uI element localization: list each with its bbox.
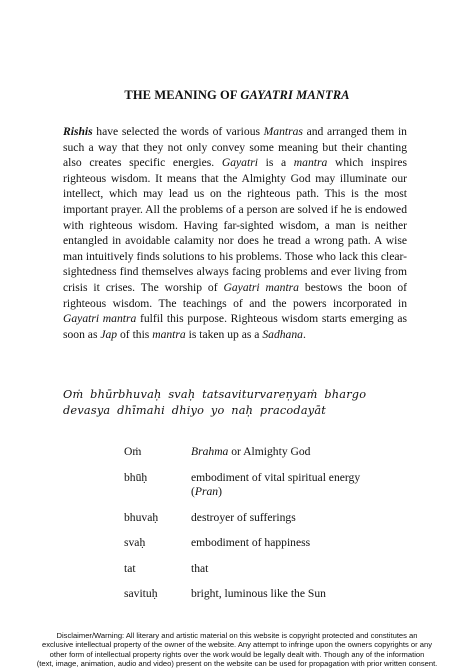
gloss-row-svah bbox=[124, 536, 424, 551]
emphasis-run: Jap bbox=[100, 327, 118, 341]
gloss-row-bhuh bbox=[124, 471, 424, 500]
text-run: and arranged them in such a way that they not only convey some meaning but their chanting also creates specific energies. bbox=[63, 125, 407, 170]
gloss-meaning: embodiment of vital spiritual energy (Pran) bbox=[191, 470, 361, 498]
text-run: bestows the boon of righteous wisdom. The teachings of and the powers incorporated in bbox=[63, 280, 407, 310]
gloss-row-tat bbox=[124, 562, 424, 577]
text-run: have selected the words of various bbox=[92, 125, 264, 138]
gloss-meaning: destroyer of sufferings bbox=[191, 510, 296, 524]
emphasis-run: Brahma bbox=[191, 445, 229, 458]
gloss-term: tat bbox=[124, 561, 136, 575]
disclaimer-line: other form of intellectual property rights over the work would be legally dealt with. Though any of the information bbox=[49, 649, 425, 659]
mantra-verse bbox=[63, 387, 407, 418]
paragraph-text bbox=[63, 124, 407, 342]
gloss-row-savituh bbox=[124, 587, 424, 602]
title-prefix: THE MEANING OF bbox=[124, 88, 241, 102]
body-paragraph bbox=[63, 124, 407, 342]
emphasis-run: Mantras bbox=[263, 125, 303, 138]
emphasis-run: Gayatri mantra bbox=[223, 280, 299, 294]
text-run: is a bbox=[257, 156, 294, 170]
text-run: of this bbox=[117, 327, 153, 341]
text-run: fulfil this purpose. Righteous wisdom starts emerging as soon as bbox=[63, 312, 407, 341]
text-run: which inspires righteous wisdom. It means that the Almighty God may illuminate our intellect, which may lead us on the righteous path. This is the most important prayer. All the problems of a person are solved if he is endowed with righteous wisdom. Having far-sighted wisdom, a man is neither entangled in avoidable calamity nor does he tread a wrong path. A wise man intuitively finds solutions to his problems. Those who lack this clear-sightedness find themselves always facing problems and ever living from crisis it crises. The worship of bbox=[63, 156, 408, 294]
gloss-meaning: bright, luminous like the Sun bbox=[191, 587, 326, 600]
gloss-row-bhuvah bbox=[124, 511, 424, 526]
gloss-meaning: embodiment of happiness bbox=[191, 536, 311, 549]
gloss-term: savituḥ bbox=[124, 587, 158, 600]
gloss-term: Oṁ bbox=[124, 445, 142, 458]
emphasis-run: Sadhana bbox=[262, 327, 303, 341]
gloss-meaning: that bbox=[191, 561, 209, 575]
text-run: is taken up as a bbox=[185, 327, 263, 341]
title-emphasis: GAYATRI MANTRA bbox=[240, 88, 350, 102]
page-title bbox=[0, 88, 474, 103]
text-run: embodiment of vital spiritual energy bbox=[191, 470, 361, 484]
mantra-line-2: devasya dhīmahi dhiyo yo naḥ pracodayāt bbox=[63, 403, 327, 417]
mantra-line-1: Oṁ bhūrbhuvaḥ svaḥ tatsaviturvareṇyaṁ bhargo bbox=[63, 388, 367, 401]
emphasis-run: Gayatri mantra bbox=[63, 312, 137, 326]
gloss-row-om bbox=[124, 445, 424, 460]
emphasis-run: Pran bbox=[194, 485, 219, 498]
copyright-disclaimer bbox=[0, 631, 474, 668]
word-meaning-list bbox=[124, 445, 424, 602]
disclaimer-line: exclusive intellectual property of the owner of the website. Any attempt to infringe upon the owners copyrights or any bbox=[41, 640, 433, 650]
rishis-term: Rishis bbox=[63, 125, 93, 138]
emphasis-run: mantra bbox=[293, 156, 328, 170]
emphasis-run: Gayatri bbox=[221, 156, 258, 170]
disclaimer-line: (text, image, animation, audio and video) present on the website can be used for propagation with prior written consent. bbox=[36, 658, 438, 668]
gloss-term: svaḥ bbox=[124, 536, 146, 549]
text-run: . bbox=[302, 327, 306, 341]
gloss-meaning bbox=[191, 445, 423, 460]
gloss-term: bhūḥ bbox=[124, 470, 148, 484]
emphasis-run: mantra bbox=[152, 327, 186, 341]
gloss-term: bhuvaḥ bbox=[124, 510, 159, 524]
text-run: or Almighty God bbox=[228, 445, 311, 458]
disclaimer-line: Disclaimer/Warning: All literary and artistic material on this website is copyright protected and constitutes an bbox=[56, 631, 418, 641]
